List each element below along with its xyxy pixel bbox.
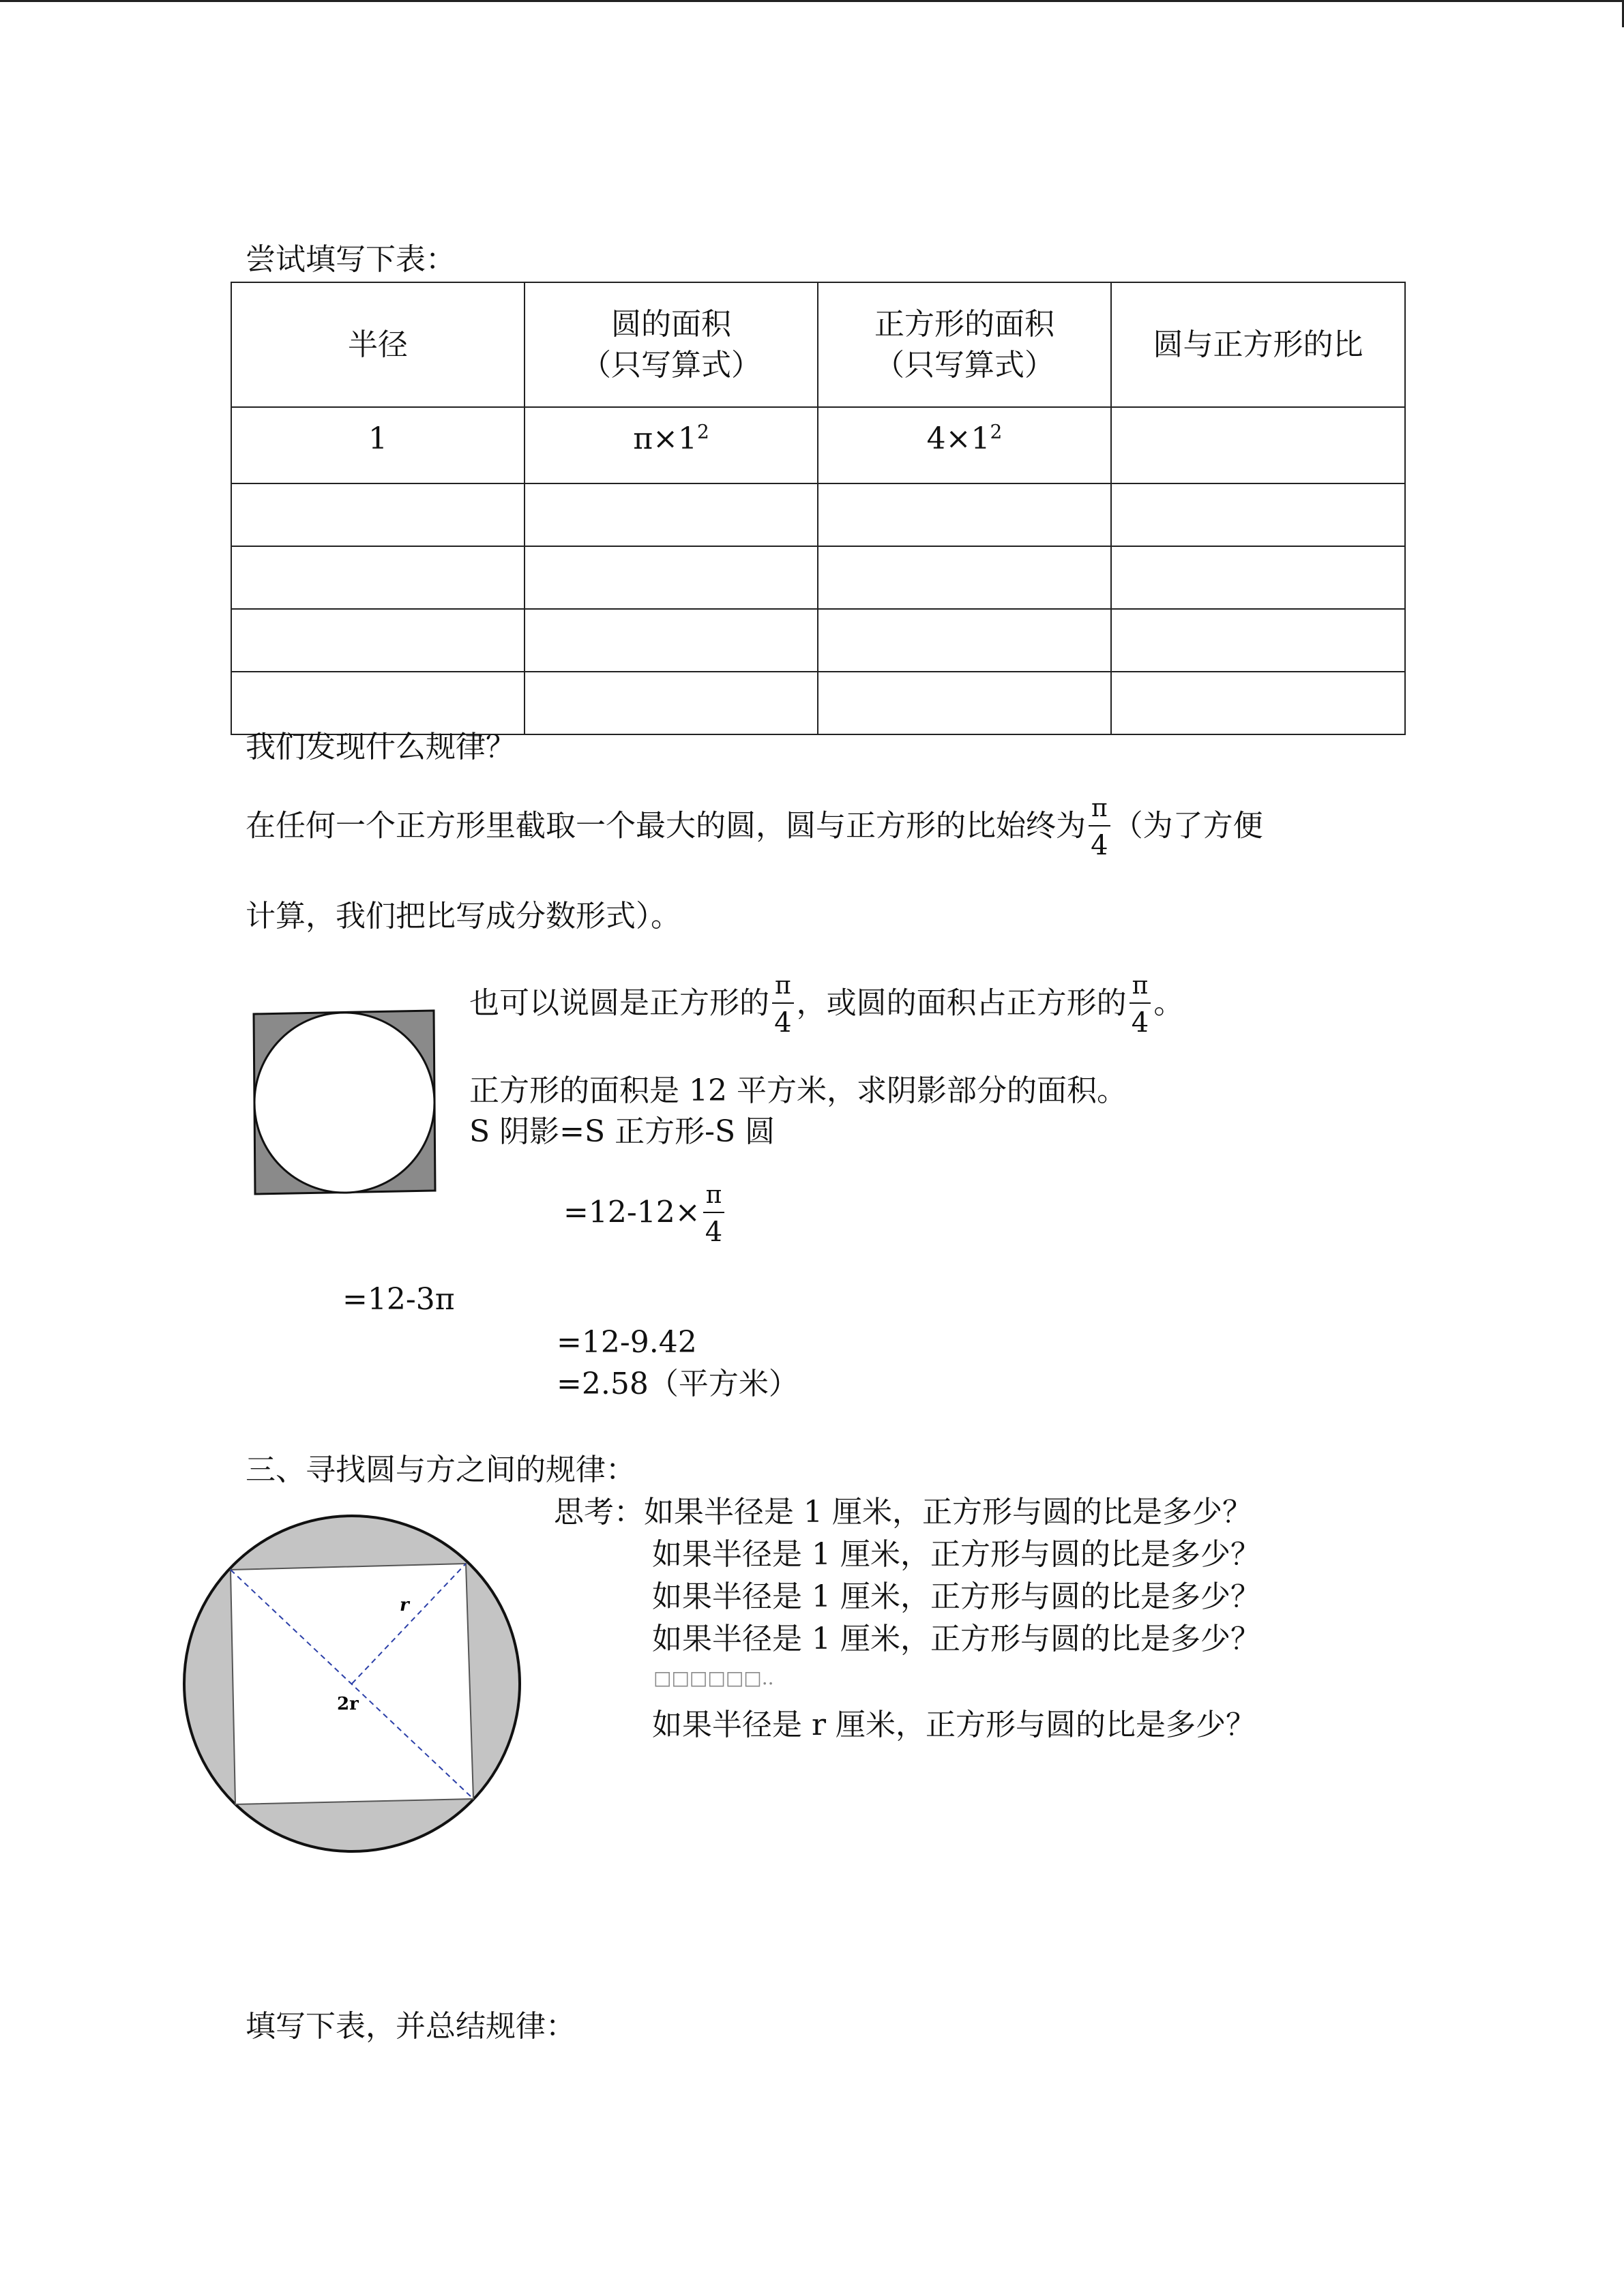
solution-step2: =12-3π: [342, 1282, 455, 1317]
empty-cell: [1111, 483, 1405, 546]
empty-cell: [818, 609, 1111, 672]
empty-cell: [818, 672, 1111, 734]
shaded-area-formula: S 阴影=S 正方形-S 圆: [469, 1114, 776, 1149]
pi-over-4-fraction: [1130, 974, 1151, 1037]
question-text: 我们发现什么规律？: [246, 730, 516, 764]
table-row: [231, 546, 1405, 609]
cell-square-area: [818, 407, 1111, 483]
pattern-after: （为了方便: [1112, 808, 1263, 844]
solution-step1: [563, 1183, 727, 1246]
header-square-area-title: 正方形的面积: [874, 307, 1054, 342]
section3-title: 三、寻找圆与方之间的规律：: [246, 1452, 636, 1487]
table-row: [231, 609, 1405, 672]
fraction-denominator: 4: [1131, 1007, 1149, 1039]
table-header-row: [231, 282, 1405, 407]
think-question-1: [554, 1495, 1252, 1531]
question-text: 如果半径是 1 厘米，正方形与圆的比是多少？: [644, 1495, 1252, 1530]
header-circle-area-title: 圆的面积: [611, 307, 731, 342]
empty-cell: [1111, 672, 1405, 734]
fill-table-instruction: 填写下表，并总结规律：: [246, 2009, 576, 2044]
empty-cell: [231, 609, 525, 672]
area-table: [231, 282, 1406, 735]
also-part2: ，或圆的面积占正方形的: [796, 985, 1127, 1021]
header-radius: 半径: [231, 282, 525, 407]
square-circle-figure: [247, 1002, 442, 1200]
square-area-exponent: 2: [990, 420, 1003, 443]
solution-step3: =12-9.42: [557, 1325, 697, 1360]
circle-square-figure: [179, 1510, 527, 1858]
pattern-before: 在任何一个正方形里截取一个最大的圆，圆与正方形的比始终为: [246, 808, 1086, 844]
header-ratio: 圆与正方形的比: [1111, 282, 1405, 407]
pattern-line1: [246, 796, 1263, 859]
placeholder-boxes: □□□□□□..: [653, 1667, 774, 1689]
table-row: [231, 672, 1405, 734]
solution-step4: =2.58（平方米）: [557, 1367, 799, 1401]
square-area-base: 4×1: [926, 421, 990, 456]
fraction-numerator: π: [1091, 794, 1108, 822]
empty-cell: [1111, 546, 1405, 609]
think-question-4: 如果半径是 1 厘米，正方形与圆的比是多少？: [652, 1622, 1260, 1656]
header-square-area-note: （只写算式）: [874, 347, 1054, 383]
also-part3: 。: [1153, 985, 1184, 1021]
step1-text: =12-12×: [563, 1195, 700, 1230]
empty-cell: [231, 546, 525, 609]
think-question-2: 如果半径是 1 厘米，正方形与圆的比是多少？: [652, 1537, 1260, 1572]
empty-cell: [818, 546, 1111, 609]
header-square-area: [818, 282, 1111, 407]
think-question-3: 如果半径是 1 厘米，正方形与圆的比是多少？: [652, 1579, 1260, 1614]
empty-cell: [231, 672, 525, 734]
fraction-numerator: π: [1132, 972, 1149, 1000]
circle-area-exponent: 2: [696, 420, 709, 443]
fraction-numerator: π: [775, 972, 791, 1000]
problem-statement: 正方形的面积是 12 平方米，求阴影部分的面积。: [469, 1073, 1127, 1108]
empty-cell: [231, 483, 525, 546]
also-part1: 也可以说圆是正方形的: [469, 985, 769, 1021]
pi-over-4-fraction: [772, 974, 794, 1037]
empty-cell: [525, 483, 818, 546]
empty-cell: [525, 609, 818, 672]
empty-cell: [525, 672, 818, 734]
inscribed-circle: [254, 1013, 434, 1193]
fraction-denominator: 4: [705, 1217, 723, 1248]
diameter-label: 2r: [337, 1694, 359, 1714]
pattern-line2: 计算，我们把比写成分数形式）。: [246, 899, 681, 934]
cell-ratio: [1111, 407, 1405, 483]
empty-cell: [1111, 609, 1405, 672]
cell-circle-area: [525, 407, 818, 483]
fraction-denominator: 4: [1091, 830, 1108, 861]
also-line: [469, 974, 1183, 1037]
pi-over-4-fraction: [1089, 796, 1110, 859]
header-circle-area-note: （只写算式）: [581, 347, 761, 383]
radius-label: r: [400, 1595, 409, 1615]
empty-cell: [525, 546, 818, 609]
page-top-border: [0, 0, 1624, 2]
think-label: 思考：: [554, 1495, 644, 1530]
empty-cell: [818, 483, 1111, 546]
fraction-numerator: π: [705, 1181, 722, 1209]
circle-area-base: π×1: [633, 421, 697, 456]
header-circle-area: [525, 282, 818, 407]
table-row: [231, 407, 1405, 483]
think-question-5: 如果半径是 r 厘米，正方形与圆的比是多少？: [652, 1708, 1256, 1742]
fraction-denominator: 4: [774, 1007, 792, 1039]
cell-radius: 1: [231, 407, 525, 483]
intro-text: 尝试填写下表：: [246, 242, 456, 277]
table-row: [231, 483, 1405, 546]
pi-over-4-fraction: [703, 1183, 725, 1246]
